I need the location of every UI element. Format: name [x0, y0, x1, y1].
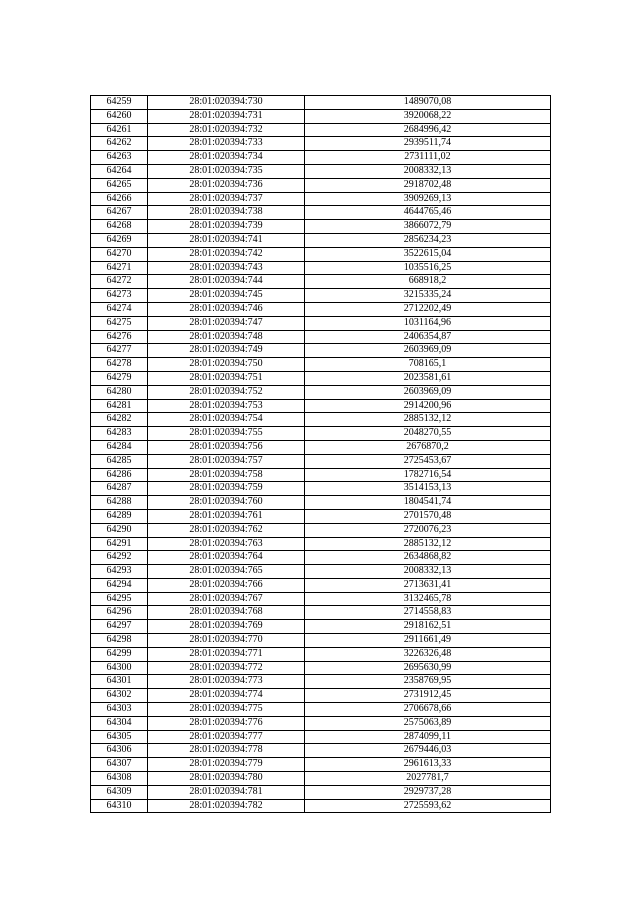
table-row: [91, 440, 551, 454]
cadastral-value-cell: 2918162,51: [305, 620, 551, 634]
row-number-cell: 64274: [91, 302, 148, 316]
row-number-cell: 64310: [91, 799, 148, 813]
cadastral-number-cell: 28:01:020394:731: [148, 109, 305, 123]
row-number-cell: 64279: [91, 371, 148, 385]
row-number-cell: 64272: [91, 275, 148, 289]
cadastral-number-cell: 28:01:020394:754: [148, 413, 305, 427]
cadastral-number-cell: 28:01:020394:775: [148, 703, 305, 717]
cadastral-number-cell: 28:01:020394:764: [148, 551, 305, 565]
row-number-cell: 64265: [91, 178, 148, 192]
cadastral-value-cell: 708165,1: [305, 358, 551, 372]
cadastral-value-cell: 2856234,23: [305, 233, 551, 247]
cadastral-number-cell: 28:01:020394:756: [148, 440, 305, 454]
table-row: [91, 137, 551, 151]
cadastral-value-cell: 2911661,49: [305, 634, 551, 648]
table-row: [91, 703, 551, 717]
cadastral-value-cell: 2701570,48: [305, 509, 551, 523]
cadastral-number-cell: 28:01:020394:776: [148, 716, 305, 730]
cadastral-value-cell: 2713631,41: [305, 578, 551, 592]
table-row: [91, 537, 551, 551]
table-row: [91, 233, 551, 247]
row-number-cell: 64264: [91, 164, 148, 178]
cadastral-number-cell: 28:01:020394:735: [148, 164, 305, 178]
row-number-cell: 64260: [91, 109, 148, 123]
row-number-cell: 64287: [91, 482, 148, 496]
row-number-cell: 64300: [91, 661, 148, 675]
cadastral-value-cell: 2712202,49: [305, 302, 551, 316]
cadastral-value-cell: 2603969,09: [305, 344, 551, 358]
row-number-cell: 64305: [91, 730, 148, 744]
row-number-cell: 64259: [91, 96, 148, 110]
table-row: [91, 358, 551, 372]
cadastral-number-cell: 28:01:020394:741: [148, 233, 305, 247]
table-row: [91, 730, 551, 744]
row-number-cell: 64268: [91, 220, 148, 234]
table-row: [91, 192, 551, 206]
cadastral-value-cell: 2676870,2: [305, 440, 551, 454]
cadastral-number-cell: 28:01:020394:770: [148, 634, 305, 648]
row-number-cell: 64273: [91, 289, 148, 303]
table-row: [91, 109, 551, 123]
cadastral-number-cell: 28:01:020394:781: [148, 785, 305, 799]
cadastral-number-cell: 28:01:020394:745: [148, 289, 305, 303]
table-row: [91, 592, 551, 606]
cadastral-number-cell: 28:01:020394:749: [148, 344, 305, 358]
cadastral-number-cell: 28:01:020394:773: [148, 675, 305, 689]
cadastral-value-cell: 2885132,12: [305, 537, 551, 551]
cadastral-value-cell: 1489070,08: [305, 96, 551, 110]
row-number-cell: 64301: [91, 675, 148, 689]
table-row: [91, 772, 551, 786]
table-row: [91, 123, 551, 137]
row-number-cell: 64276: [91, 330, 148, 344]
cadastral-value-cell: 3522615,04: [305, 247, 551, 261]
cadastral-number-cell: 28:01:020394:739: [148, 220, 305, 234]
cadastral-value-cell: 2731111,02: [305, 151, 551, 165]
cadastral-number-cell: 28:01:020394:738: [148, 206, 305, 220]
cadastral-number-cell: 28:01:020394:755: [148, 427, 305, 441]
table-row: [91, 261, 551, 275]
row-number-cell: 64270: [91, 247, 148, 261]
row-number-cell: 64285: [91, 454, 148, 468]
row-number-cell: 64309: [91, 785, 148, 799]
cadastral-value-cell: 2918702,48: [305, 178, 551, 192]
row-number-cell: 64266: [91, 192, 148, 206]
row-number-cell: 64283: [91, 427, 148, 441]
table-row: [91, 330, 551, 344]
cadastral-number-cell: 28:01:020394:763: [148, 537, 305, 551]
row-number-cell: 64289: [91, 509, 148, 523]
table-row: [91, 206, 551, 220]
table-row: [91, 316, 551, 330]
table-row: [91, 427, 551, 441]
cadastral-value-table: [90, 95, 551, 813]
cadastral-number-cell: 28:01:020394:732: [148, 123, 305, 137]
cadastral-value-cell: 1804541,74: [305, 496, 551, 510]
table-row: [91, 716, 551, 730]
cadastral-value-cell: 3215335,24: [305, 289, 551, 303]
cadastral-number-cell: 28:01:020394:765: [148, 565, 305, 579]
table-row: [91, 799, 551, 813]
row-number-cell: 64306: [91, 744, 148, 758]
table-row: [91, 164, 551, 178]
row-number-cell: 64302: [91, 689, 148, 703]
cadastral-value-cell: 2023581,61: [305, 371, 551, 385]
cadastral-value-cell: 2603969,09: [305, 385, 551, 399]
table-row: [91, 247, 551, 261]
cadastral-number-cell: 28:01:020394:761: [148, 509, 305, 523]
row-number-cell: 64294: [91, 578, 148, 592]
cadastral-number-cell: 28:01:020394:759: [148, 482, 305, 496]
cadastral-value-cell: 2961613,33: [305, 758, 551, 772]
row-number-cell: 64290: [91, 523, 148, 537]
cadastral-value-cell: 3132465,78: [305, 592, 551, 606]
table-row: [91, 482, 551, 496]
table-row: [91, 151, 551, 165]
cadastral-number-cell: 28:01:020394:737: [148, 192, 305, 206]
row-number-cell: 64296: [91, 606, 148, 620]
row-number-cell: 64284: [91, 440, 148, 454]
row-number-cell: 64275: [91, 316, 148, 330]
row-number-cell: 64267: [91, 206, 148, 220]
cadastral-number-cell: 28:01:020394:747: [148, 316, 305, 330]
row-number-cell: 64277: [91, 344, 148, 358]
table-row: [91, 220, 551, 234]
row-number-cell: 64263: [91, 151, 148, 165]
cadastral-number-cell: 28:01:020394:751: [148, 371, 305, 385]
table-row: [91, 399, 551, 413]
table-row: [91, 178, 551, 192]
cadastral-value-cell: 668918,2: [305, 275, 551, 289]
cadastral-value-cell: 2914200,96: [305, 399, 551, 413]
table-row: [91, 509, 551, 523]
row-number-cell: 64307: [91, 758, 148, 772]
row-number-cell: 64286: [91, 468, 148, 482]
row-number-cell: 64281: [91, 399, 148, 413]
cadastral-number-cell: 28:01:020394:758: [148, 468, 305, 482]
table-row: [91, 385, 551, 399]
table-row: [91, 454, 551, 468]
cadastral-value-cell: 2929737,28: [305, 785, 551, 799]
cadastral-value-cell: 2027781,7: [305, 772, 551, 786]
cadastral-value-cell: 2725593,62: [305, 799, 551, 813]
cadastral-value-cell: 3909269,13: [305, 192, 551, 206]
cadastral-value-cell: 2695630,99: [305, 661, 551, 675]
cadastral-number-cell: 28:01:020394:766: [148, 578, 305, 592]
cadastral-number-cell: 28:01:020394:753: [148, 399, 305, 413]
table-row: [91, 289, 551, 303]
cadastral-number-cell: 28:01:020394:742: [148, 247, 305, 261]
cadastral-value-cell: 2575063,89: [305, 716, 551, 730]
cadastral-number-cell: 28:01:020394:768: [148, 606, 305, 620]
cadastral-value-cell: 1782716,54: [305, 468, 551, 482]
cadastral-number-cell: 28:01:020394:733: [148, 137, 305, 151]
cadastral-number-cell: 28:01:020394:762: [148, 523, 305, 537]
cadastral-number-cell: 28:01:020394:777: [148, 730, 305, 744]
table-body: [91, 96, 551, 813]
row-number-cell: 64291: [91, 537, 148, 551]
cadastral-number-cell: 28:01:020394:730: [148, 96, 305, 110]
row-number-cell: 64295: [91, 592, 148, 606]
cadastral-number-cell: 28:01:020394:772: [148, 661, 305, 675]
table-row: [91, 413, 551, 427]
row-number-cell: 64303: [91, 703, 148, 717]
table-row: [91, 96, 551, 110]
table-row: [91, 371, 551, 385]
row-number-cell: 64293: [91, 565, 148, 579]
table-row: [91, 675, 551, 689]
table-row: [91, 523, 551, 537]
cadastral-value-cell: 2008332,13: [305, 565, 551, 579]
cadastral-value-cell: 3514153,13: [305, 482, 551, 496]
cadastral-value-cell: 2048270,55: [305, 427, 551, 441]
row-number-cell: 64282: [91, 413, 148, 427]
row-number-cell: 64292: [91, 551, 148, 565]
cadastral-number-cell: 28:01:020394:782: [148, 799, 305, 813]
cadastral-number-cell: 28:01:020394:778: [148, 744, 305, 758]
cadastral-number-cell: 28:01:020394:779: [148, 758, 305, 772]
cadastral-value-cell: 2714558,83: [305, 606, 551, 620]
cadastral-value-cell: 2731912,45: [305, 689, 551, 703]
cadastral-value-cell: 2358769,95: [305, 675, 551, 689]
cadastral-number-cell: 28:01:020394:734: [148, 151, 305, 165]
cadastral-value-cell: 3920068,22: [305, 109, 551, 123]
table-row: [91, 744, 551, 758]
table-row: [91, 468, 551, 482]
cadastral-number-cell: 28:01:020394:736: [148, 178, 305, 192]
cadastral-number-cell: 28:01:020394:774: [148, 689, 305, 703]
cadastral-number-cell: 28:01:020394:757: [148, 454, 305, 468]
row-number-cell: 64262: [91, 137, 148, 151]
table-row: [91, 344, 551, 358]
cadastral-number-cell: 28:01:020394:746: [148, 302, 305, 316]
cadastral-value-cell: 2008332,13: [305, 164, 551, 178]
row-number-cell: 64304: [91, 716, 148, 730]
cadastral-value-cell: 3866072,79: [305, 220, 551, 234]
cadastral-value-cell: 2706678,66: [305, 703, 551, 717]
cadastral-number-cell: 28:01:020394:780: [148, 772, 305, 786]
cadastral-value-cell: 2679446,03: [305, 744, 551, 758]
table-row: [91, 606, 551, 620]
table-row: [91, 689, 551, 703]
row-number-cell: 64278: [91, 358, 148, 372]
cadastral-value-cell: 2939511,74: [305, 137, 551, 151]
cadastral-value-cell: 2725453,67: [305, 454, 551, 468]
cadastral-value-cell: 1031164,96: [305, 316, 551, 330]
table-row: [91, 785, 551, 799]
table-row: [91, 578, 551, 592]
cadastral-number-cell: 28:01:020394:752: [148, 385, 305, 399]
cadastral-value-cell: 2874099,11: [305, 730, 551, 744]
row-number-cell: 64298: [91, 634, 148, 648]
cadastral-number-cell: 28:01:020394:750: [148, 358, 305, 372]
table-row: [91, 634, 551, 648]
row-number-cell: 64271: [91, 261, 148, 275]
cadastral-value-cell: 2885132,12: [305, 413, 551, 427]
cadastral-value-cell: 2634868,82: [305, 551, 551, 565]
cadastral-number-cell: 28:01:020394:767: [148, 592, 305, 606]
row-number-cell: 64261: [91, 123, 148, 137]
cadastral-value-cell: 2720076,23: [305, 523, 551, 537]
row-number-cell: 64297: [91, 620, 148, 634]
table-row: [91, 661, 551, 675]
table-row: [91, 496, 551, 510]
table-row: [91, 647, 551, 661]
cadastral-value-cell: 2684996,42: [305, 123, 551, 137]
cadastral-value-cell: 3226326,48: [305, 647, 551, 661]
row-number-cell: 64280: [91, 385, 148, 399]
table-row: [91, 551, 551, 565]
row-number-cell: 64269: [91, 233, 148, 247]
cadastral-number-cell: 28:01:020394:760: [148, 496, 305, 510]
cadastral-number-cell: 28:01:020394:743: [148, 261, 305, 275]
cadastral-number-cell: 28:01:020394:769: [148, 620, 305, 634]
table-row: [91, 302, 551, 316]
row-number-cell: 64299: [91, 647, 148, 661]
cadastral-number-cell: 28:01:020394:744: [148, 275, 305, 289]
row-number-cell: 64308: [91, 772, 148, 786]
cadastral-number-cell: 28:01:020394:748: [148, 330, 305, 344]
table-row: [91, 565, 551, 579]
cadastral-value-cell: 4644765,46: [305, 206, 551, 220]
row-number-cell: 64288: [91, 496, 148, 510]
cadastral-value-cell: 2406354,87: [305, 330, 551, 344]
table-row: [91, 758, 551, 772]
table-row: [91, 620, 551, 634]
cadastral-value-cell: 1035516,25: [305, 261, 551, 275]
table-row: [91, 275, 551, 289]
cadastral-number-cell: 28:01:020394:771: [148, 647, 305, 661]
